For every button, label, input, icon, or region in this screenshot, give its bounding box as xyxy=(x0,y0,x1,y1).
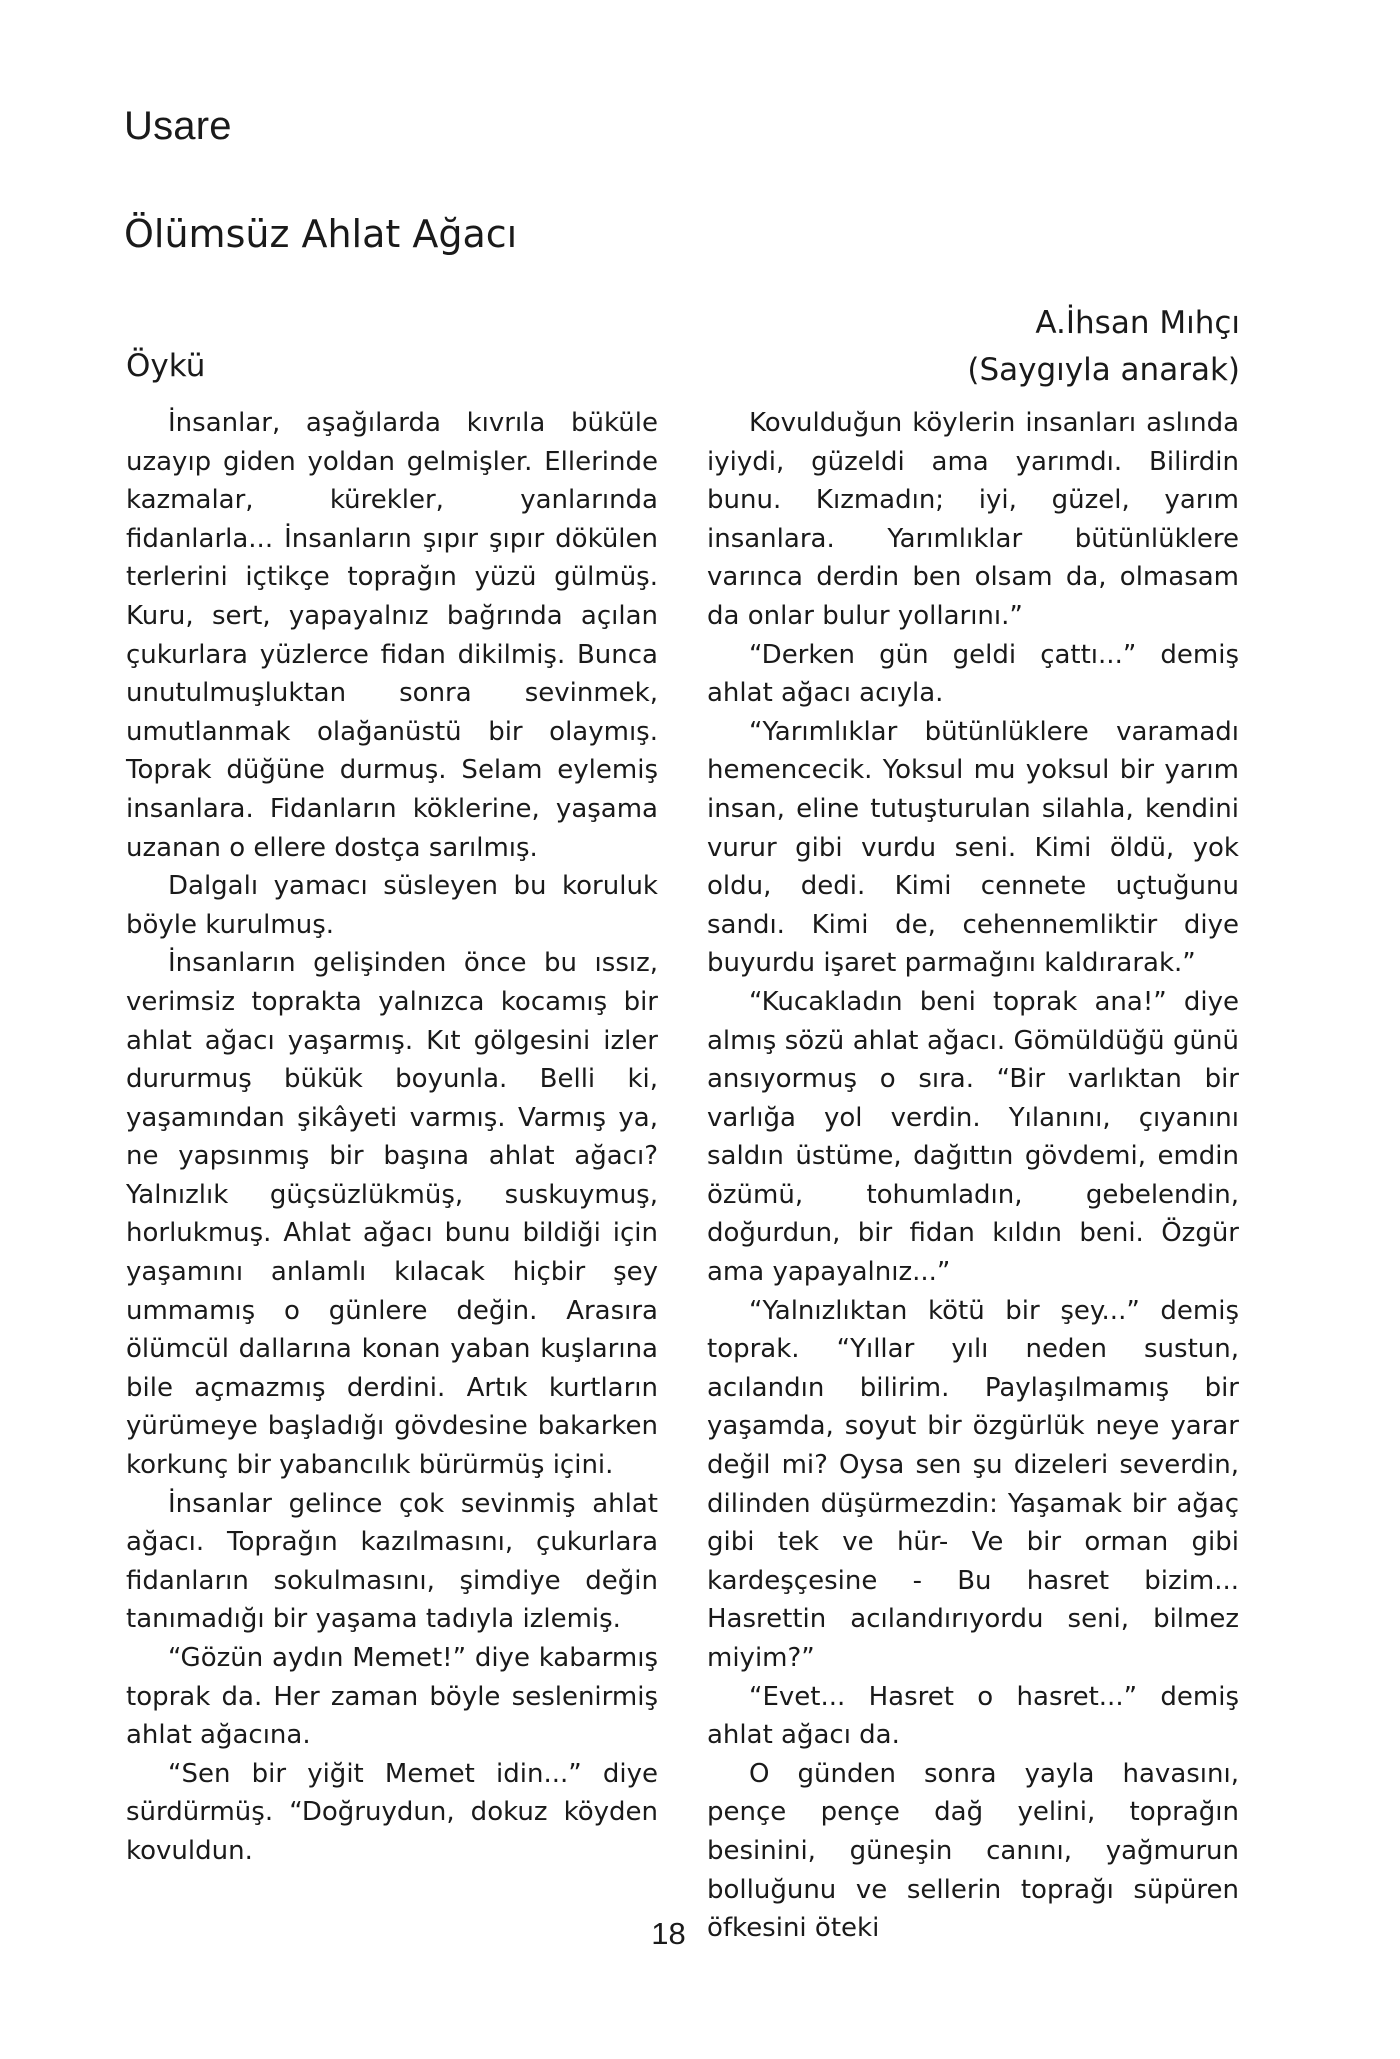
paragraph: “Sen bir yiğit Memet idin...” diye sürdürmüş. “Doğruydun, dokuz köyden kovuldun. xyxy=(126,1758,658,1866)
running-head: Usare xyxy=(124,104,232,148)
paragraph: O günden sonra yayla havasını, pençe pençe dağ yelini, toprağın besinini, güneşin canını, yağmurun bolluğunu ve sellerin toprağı süpüren öfkesini öteki xyxy=(707,1758,1239,1944)
paragraph: “Evet... Hasret o hasret...” demiş ahlat ağacı da. xyxy=(707,1681,1239,1751)
paragraph: Dalgalı yamacı süsleyen bu koruluk böyle kurulmuş. xyxy=(126,871,658,940)
paragraph: Kovulduğun köylerin insanları aslında iyiydi, güzeldi ama yarımdı. Bilirdin bunu. Kızmadın; iyi, güzel, yarım insanlara. Yarımlıklar bütünlüklere varınca derdin ben olsam da, olmasam da onlar bulur yollarını.” xyxy=(707,408,1239,631)
paragraph: “Yalnızlıktan kötü bir şey...” demiş toprak. “Yıllar yılı neden sustun, acılandın bilirim. Paylaşılmamış bir yaşamda, soyut bir özgürlük neye yarar değil mi? Oysa sen şu dizeleri severdin, dilinden düşürmezdin: Yaşamak bir ağaç gibi tek ve hür- Ve bir orman gibi kardeşçesine - Bu hasret bizim... Hasrettin acılandırıyordu seni, bilmez miyim?” xyxy=(707,1295,1239,1673)
paragraph: İnsanlar gelince çok sevinmiş ahlat ağacı. Toprağın kazılmasını, çukurlara fidanların sokulmasını, şimdiye değin tanımadığı bir yaşama tadıyla izlemiş. xyxy=(126,1488,658,1635)
paragraph: “Gözün aydın Memet!” diye kabarmış toprak da. Her zaman böyle seslenirmiş ahlat ağacına. xyxy=(126,1643,658,1751)
story-title: Ölümsüz Ahlat Ağacı xyxy=(124,212,518,256)
text-column-right xyxy=(707,404,1239,1948)
text-column-left xyxy=(126,404,658,1871)
author-name: A.İhsan Mıhçı xyxy=(1035,305,1240,341)
paragraph: İnsanlar, aşağılarda kıvrıla büküle uzayıp giden yoldan gelmişler. Ellerinde kazmalar, kürekler, yanlarında fidanlarla... İnsanların şıpır şıpır dökülen terlerini içtikçe toprağın yüzü gülmüş. Kuru, sert, yapayalnız bağrında açılan çukurlara yüzlerce fidan dikilmiş. Bunca unutulmuşluktan sonra sevinmek, umutlanmak olağanüstü bir olaymış. Toprak düğüne durmuş. Selam eylemiş insanlara. Fidanların köklerine, yaşama uzanan o ellere dostça sarılmış. xyxy=(126,408,658,863)
page-number: 18 xyxy=(651,1916,686,1951)
paragraph: “Yarımlıklar bütünlüklere varamadı hemencecik. Yoksul mu yoksul bir yarım insan, eline tutuşturulan silahla, kendini vurur gibi vurdu seni. Kimi öldü, yok oldu, dedi. Kimi cennete uçtuğunu sandı. Kimi de, cehennemliktir diye buyurdu işaret parmağını kaldırarak.” xyxy=(707,716,1239,979)
genre-label: Öykü xyxy=(126,348,206,384)
paragraph: “Kucakladın beni toprak ana!” diye almış sözü ahlat ağacı. Gömüldüğü günü ansıyormuş o sıra. “Bir varlıktan bir varlığa yol verdin. Yılanını, çıyanını saldın üstüme, dağıttın gövdemi, emdin özümü, tohumladın, gebelendin, doğurdun, bir fidan kıldın beni. Özgür ama yapayalnız...” xyxy=(707,986,1239,1288)
author-block xyxy=(967,300,1240,394)
author-dedication: (Saygıyla anarak) xyxy=(967,352,1240,388)
paragraph: İnsanların gelişinden önce bu ıssız, verimsiz toprakta yalnızca kocamış bir ahlat ağacı yaşarmış. Kıt gölgesini izler dururmuş bükük boyunla. Belli ki, yaşamından şikâyeti varmış. Varmış ya, ne yapsınmış bir başına ahlat ağacı? Yalnızlık güçsüzlükmüş, suskuymuş, horlukmuş. Ahlat ağacı bunu bildiği için yaşamını anlamlı kılacak hiçbir şey ummamış o günlere değin. Arasıra ölümcül dallarına konan yaban kuşlarına bile açmazmış derdini. Artık kurtların yürümeye başladığı gövdesine bakarken korkunç bir yabancılık bürürmüş içini. xyxy=(126,948,658,1481)
paragraph: “Derken gün geldi çattı...” demiş ahlat ağacı acıyla. xyxy=(707,639,1239,709)
